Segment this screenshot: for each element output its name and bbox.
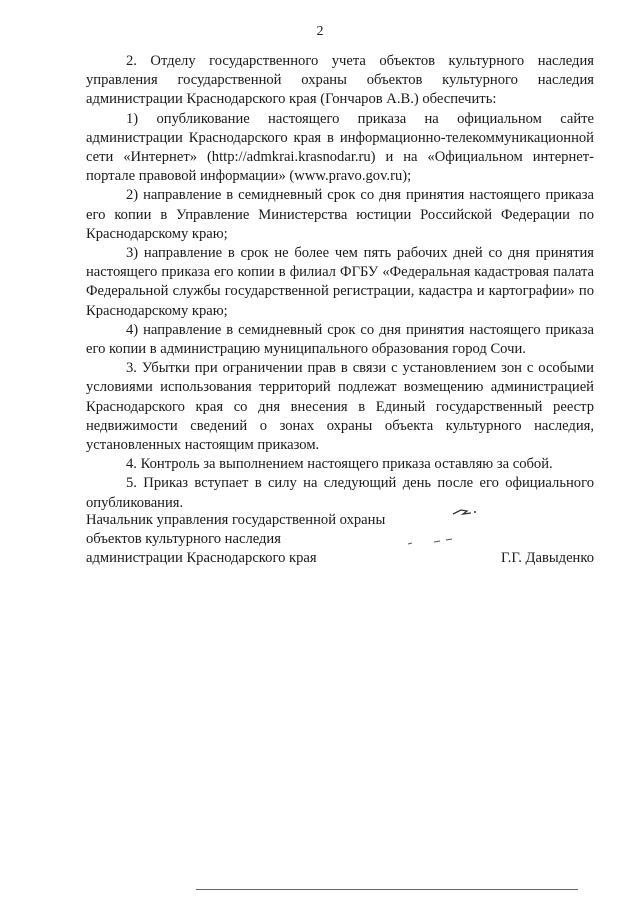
signatory-name: Г.Г. Давыденко	[500, 550, 594, 567]
signature-block	[86, 511, 594, 569]
paragraph-item-5: 5. Приказ вступает в силу на следующий день после его официального опубликования.	[86, 475, 594, 511]
bottom-rule	[196, 889, 578, 890]
signature-mark	[451, 505, 481, 519]
page-number: 2	[316, 24, 324, 39]
paragraph-subitem-1: 1) опубликование настоящего приказа на официальном сайте администрации Краснодарского края в информационно-телекоммуникационной сети «Интернет» (http://admkrai.krasnodar.ru) и на «Официальном интернет-портале правовой информации» (www.pravo.gov.ru);	[86, 110, 594, 185]
paragraph-item-3: 3. Убытки при ограничении прав в связи с установлением зон с особыми условиями использования территорий подлежат возмещению администрацией Краснодарского края со дня внесения в Единый государственный реестр недвижимости сведений о зонах охраны объекта культурного наследия, установленных настоящим приказом.	[86, 360, 594, 454]
paragraph-item-2: 2. Отделу государственного учета объектов культурного наследия управления государственной охраны объектов культурного наследия администрации Краснодарского края (Гончаров А.В.) обеспечить:	[86, 53, 594, 108]
signatory-position-line-3: администрации Краснодарского края	[86, 550, 317, 567]
paragraph-subitem-3: 3) направление в срок не более чем пять рабочих дней со дня принятия настоящего приказа его копии в филиал ФГБУ «Федеральная кадастровая палата Федеральной службы государственной регистрации, кадастра и картографии» по Краснодарскому краю;	[86, 245, 594, 319]
signature-stroke	[406, 537, 456, 547]
paragraph-subitem-4: 4) направление в семидневный срок со дня принятия настоящего приказа его копии в администрацию муниципального образования город Сочи.	[86, 321, 594, 358]
paragraph-subitem-2: 2) направление в семидневный срок со дня принятия настоящего приказа его копии в Управление Министерства юстиции Российской Федерации по Краснодарскому краю;	[86, 187, 594, 242]
paragraph-item-4: 4. Контроль за выполнением настоящего приказа оставляю за собой.	[126, 456, 553, 473]
document-body	[86, 52, 594, 513]
signatory-position-line-1: Начальник управления государственной охраны	[86, 512, 386, 528]
signatory-position-line-2: объектов культурного наследия	[86, 531, 281, 548]
